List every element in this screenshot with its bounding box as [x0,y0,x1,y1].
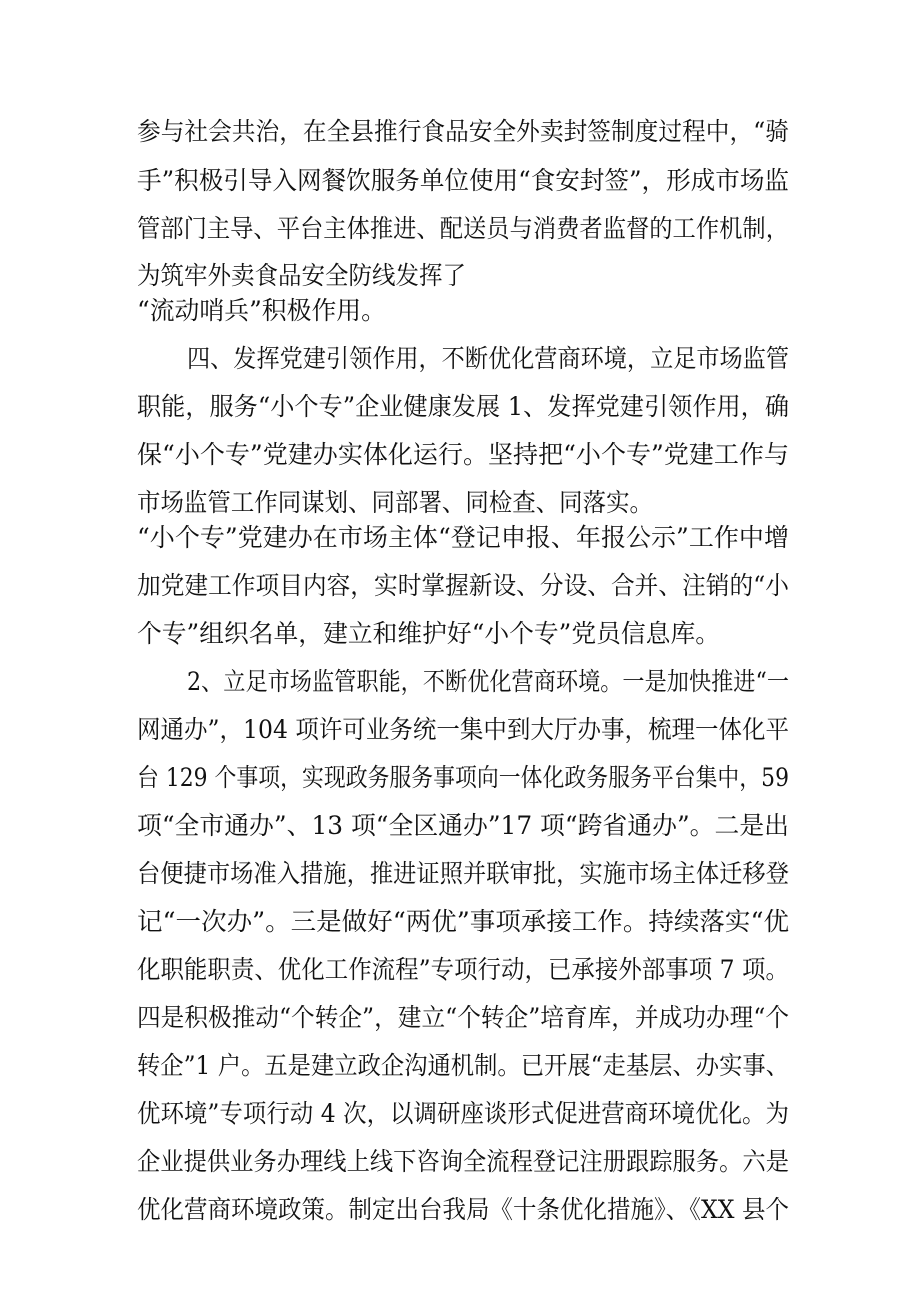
text-line: 手”积极引导入网餐饮服务单位使用“食安封签”，形成市场监 [137,166,789,195]
text-line: 四是积极推动“个转企”，建立“个转企”培育库，并成功办理“个 [137,1003,789,1032]
text-line: 企业提供业务办理线上线下咨询全流程登记注册跟踪服务。六是 [137,1147,789,1176]
text-line: 2、立足市场监管职能，不断优化营商环境。一是加快推进“一 [187,667,789,696]
text-line: 个专”组织名单，建立和维护好“小个专”党员信息库。 [137,619,720,648]
text-line: “小个专”党建办在市场主体“登记申报、年报公示”工作中增 [137,523,789,552]
text-line: 项“全市通办”、13 项“全区通办”17 项“跨省通办”。二是出 [137,811,789,840]
text-line: 职能，服务“小个专”企业健康发展 1、发挥党建引领作用，确 [137,392,789,421]
text-line: 四、发挥党建引领作用，不断优化营商环境，立足市场监管 [187,344,789,373]
text-line: 管部门主导、平台主体推进、配送员与消费者监督的工作机制， [137,214,789,243]
text-line: 台便捷市场准入措施，推进证照并联审批，实施市场主体迁移登 [137,859,789,888]
text-line: 网通办”，104 项许可业务统一集中到大厅办事，梳理一体化平 [137,715,789,744]
text-line: 台 129 个事项，实现政务服务事项向一体化政务服务平台集中，59 [137,763,789,792]
text-line: 转企”1 户。五是建立政企沟通机制。已开展“走基层、办实事、 [137,1051,789,1080]
text-line: 参与社会共治，在全县推行食品安全外卖封签制度过程中，“骑 [137,117,789,146]
text-line: “流动哨兵”积极作用。 [137,296,386,325]
text-line: 化职能职责、优化工作流程”专项行动，已承接外部事项 7 项。 [137,955,789,984]
text-line: 市场监管工作同谋划、同部署、同检查、同落实。 [137,488,653,517]
text-line: 加党建工作项目内容，实时掌握新设、分设、合并、注销的“小 [137,571,789,600]
text-line: 记“一次办”。三是做好“两优”事项承接工作。持续落实“优 [137,907,789,936]
text-line: 保“小个专”党建办实体化运行。坚持把“小个专”党建工作与 [137,440,789,469]
text-line: 为筑牢外卖食品安全防线发挥了 [137,261,466,290]
text-line: 优环境”专项行动 4 次，以调研座谈形式促进营商环境优化。为 [137,1099,789,1128]
text-line: 优化营商环境政策。制定出台我局《十条优化措施》、《XX 县个 [137,1195,789,1224]
